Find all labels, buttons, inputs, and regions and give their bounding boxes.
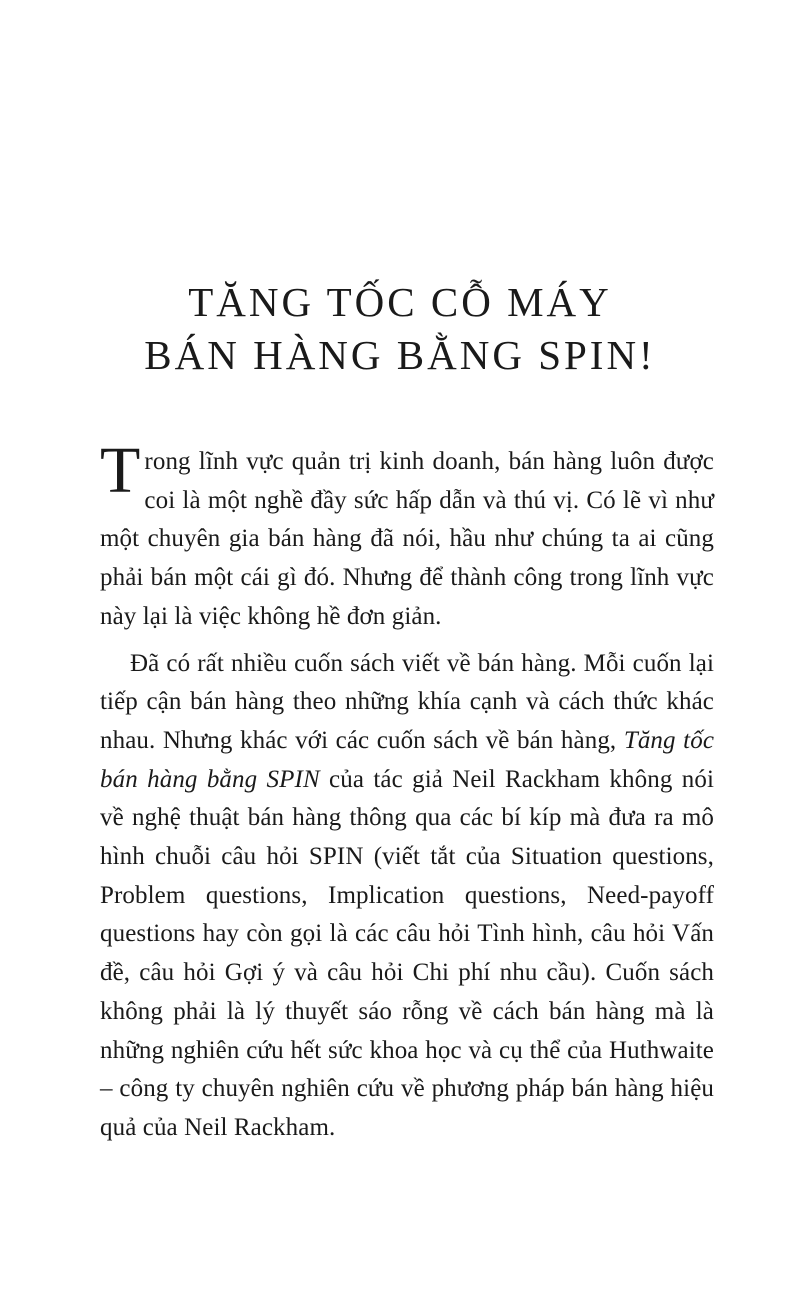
paragraph-1-text: rong lĩnh vực quản trị kinh doanh, bán hàng luôn được coi là một nghề đầy sức hấp dẫn và thú vị. Có lẽ vì như một chuyên gia bán hàng đã nói, hầu như chúng ta ai cũng phải bán một cái gì đó. Nhưng để thành công trong lĩnh vực này lại là việc không hề đơn giản. (100, 448, 714, 630)
chapter-title-line-1: TĂNG TỐC CỖ MÁY (188, 279, 612, 325)
body-text (100, 434, 715, 1148)
paragraph-2 (100, 645, 714, 1148)
book-title-italic: Tăng tốc bán hàng bằng SPIN (100, 726, 715, 793)
drop-cap: T (100, 434, 141, 507)
chapter-title-line-2: BÁN HÀNG BẰNG SPIN! (144, 332, 656, 378)
paragraph-2-text-before: Đã có rất nhiều cuốn sách viết về bán hàng. Mỗi cuốn lại tiếp cận bán hàng theo những khía cạnh và cách thức khác nhau. Nhưng khác với các cuốn sách về bán hàng, (100, 649, 714, 754)
paragraph-1 (100, 434, 714, 637)
paragraph-2-text-after: của tác giả Neil Rackham không nói về nghệ thuật bán hàng thông qua các bí kíp mà đưa ra mô hình chuỗi câu hỏi SPIN (viết tắt của Situation questions, Problem questions, Implication questions, Need-payoff questions hay còn gọi là các câu hỏi Tình hình, câu hỏi Vấn đề, câu hỏi Gợi ý và câu hỏi Chi phí nhu cầu). Cuốn sách không phải là lý thuyết sáo rỗng về cách bán hàng mà là những nghiên cứu hết sức khoa học và cụ thể của Huthwaite – công ty chuyên nghiên cứu về phương pháp bán hàng hiệu quả của Neil Rackham. (100, 765, 714, 1141)
